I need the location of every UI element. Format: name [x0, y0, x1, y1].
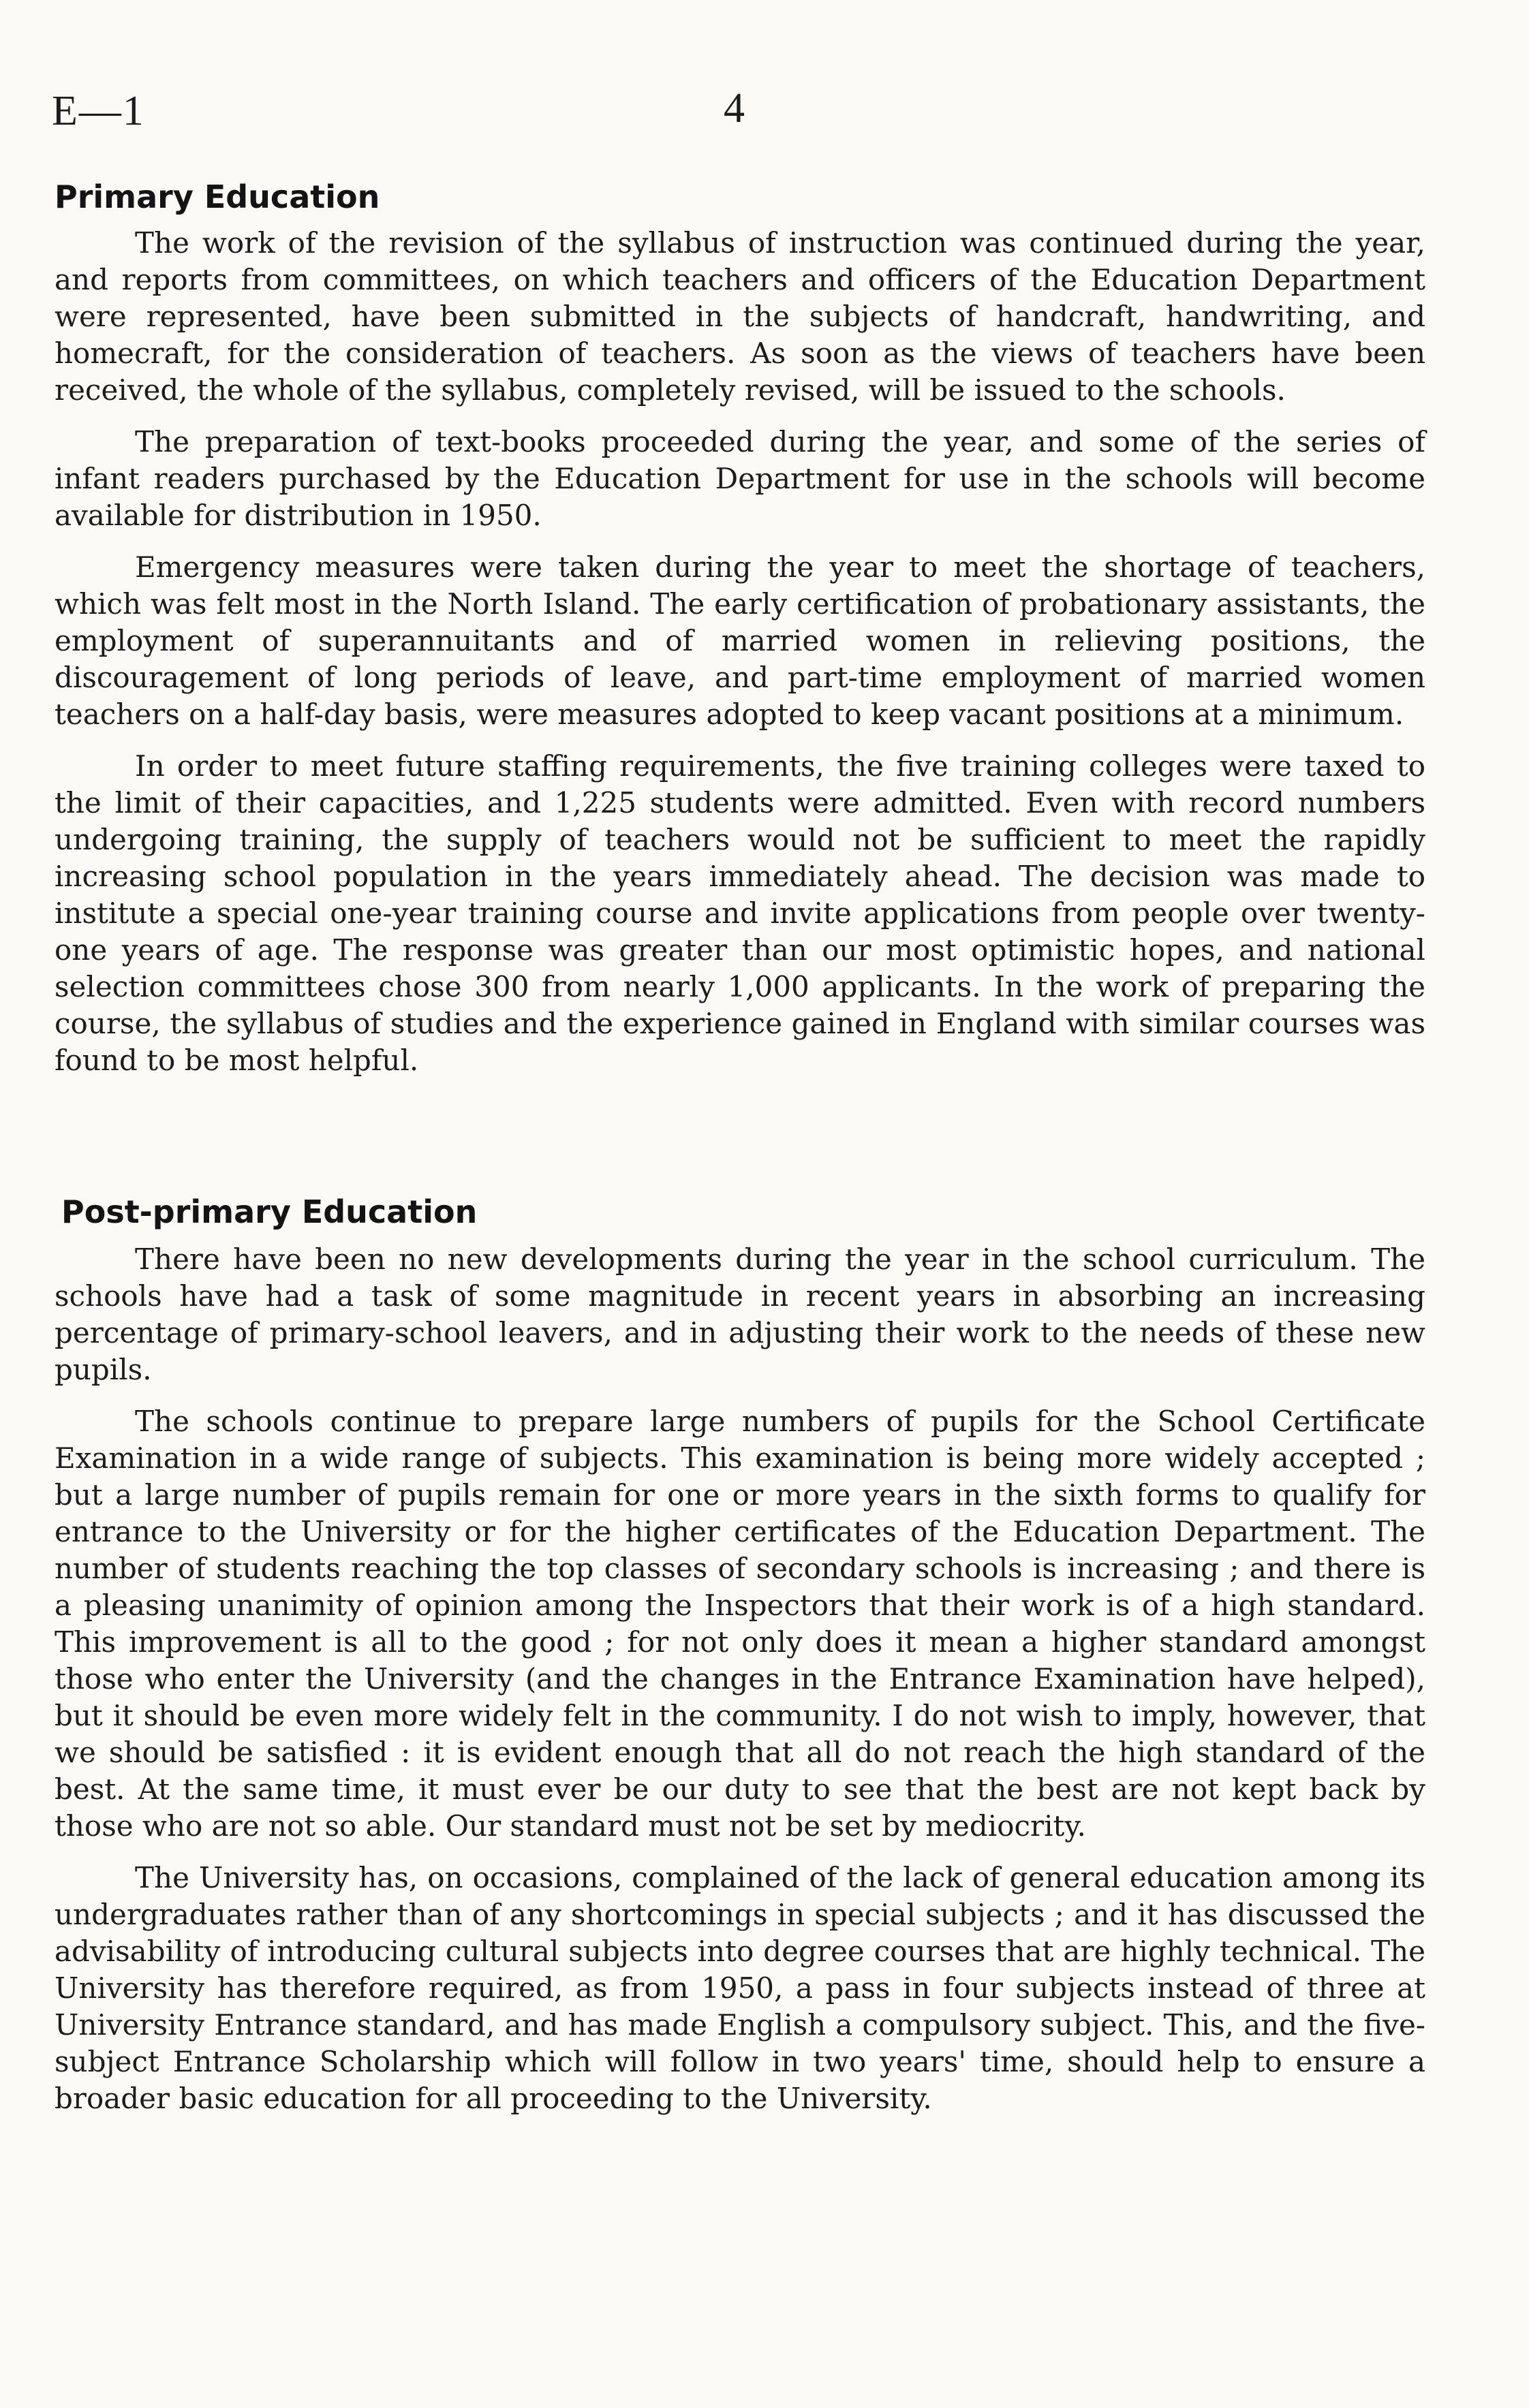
paragraph: The preparation of text-books proceeded during the year, and some of the series of infant readers purchased by the Education Department for use in the schools will become available for distribution in 1950. [55, 425, 1425, 532]
section-heading-primary-education: Primary Education [55, 178, 380, 215]
page-reference: E—1 [52, 88, 145, 134]
paragraph: The University has, on occasions, complained of the lack of general education among its undergraduates rather than of any shortcomings in special subjects ; and it has discussed the advisability of introducing cultural subjects into degree courses that are highly technical. The University has therefore required, as from 1950, a pass in four subjects instead of three at University Entrance standard, and has made English a compulsory subject. This, and the five-subject Entrance Scholarship which will follow in two years' time, should help to ensure a broader basic education for all proceeding to the University. [55, 1861, 1425, 2115]
section-post-primary-education [55, 1241, 1425, 2132]
paragraph: In order to meet future staffing requirements, the five training colleges were taxed to the limit of their capacities, and 1,225 students were admitted. Even with record numbers undergoing training, the supply of teachers would not be sufficient to meet the rapidly increasing school population in the years immediately ahead. The decision was made to institute a special one-year training course and invite applications from people over twenty-one years of age. The response was greater than our most optimistic hopes, and national selection committees chose 300 from nearly 1,000 applicants. In the work of preparing the course, the syllabus of studies and the experience gained in England with similar courses was found to be most helpful. [55, 749, 1425, 1077]
page-number: 4 [724, 85, 745, 131]
paragraph: The schools continue to prepare large numbers of pupils for the School Certificate Examination in a wide range of subjects. This examination is being more widely accepted ; but a large number of pupils remain for one or more years in the sixth forms to qualify for entrance to the University or for the higher certificates of the Education Department. The number of students reaching the top classes of secondary schools is increasing ; and there is a pleasing unanimity of opinion among the Inspectors that their work is of a high standard. This improvement is all to the good ; for not only does it mean a higher standard amongst those who enter the University (and the changes in the Entrance Examination have helped), but it should be even more widely felt in the community. I do not wish to imply, however, that we should be satisfied : it is evident enough that all do not reach the high standard of the best. At the same time, it must ever be our duty to see that the best are not kept back by those who are not so able. Our standard must not be set by mediocrity. [55, 1405, 1425, 1843]
paragraph: There have been no new developments during the year in the school curriculum. The schools have had a task of some magnitude in recent years in absorbing an increasing percentage of primary-school leavers, and in adjusting their work to the needs of these new pupils. [55, 1242, 1425, 1386]
paragraph: The work of the revision of the syllabus of instruction was continued during the year, and reports from committees, on which teachers and officers of the Education Department were represented, have been submitted in the subjects of handcraft, handwriting, and homecraft, for the consideration of teachers. As soon as the views of teachers have been received, the whole of the syllabus, completely revised, will be issued to the schools. [55, 226, 1425, 407]
section-primary-education [55, 225, 1425, 1094]
paragraph: Emergency measures were taken during the year to meet the shortage of teachers, which was felt most in the North Island. The early certification of probationary assistants, the employment of superannuitants and of married women in relieving positions, the discouragement of long periods of leave, and part-time employment of married women teachers on a half-day basis, were measures adopted to keep vacant positions at a minimum. [55, 550, 1425, 731]
section-heading-post-primary-education: Post-primary Education [61, 1193, 478, 1230]
